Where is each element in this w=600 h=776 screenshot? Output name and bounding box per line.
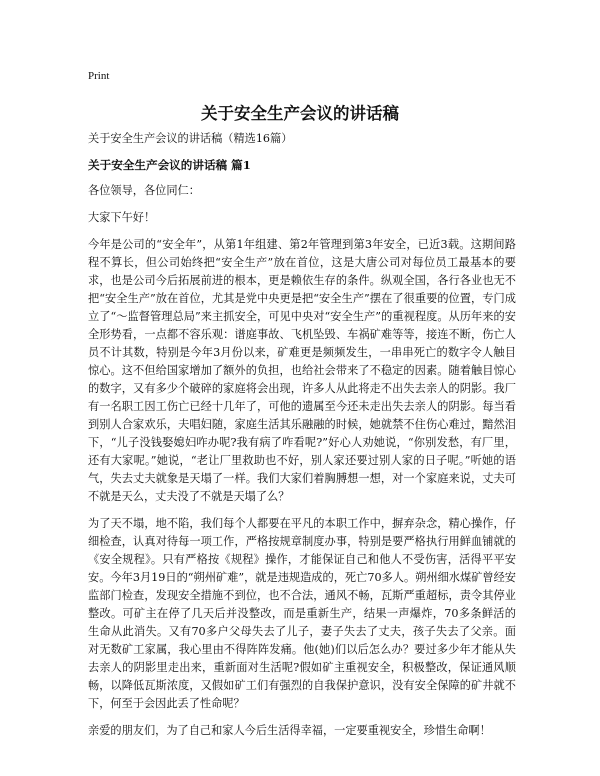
section-heading: 关于安全生产会议的讲话稿 篇1 — [88, 158, 251, 172]
article-subtitle: 关于安全生产会议的讲话稿（精选16篇） — [88, 132, 293, 145]
article-body — [88, 130, 516, 740]
body-paragraph: 今年是公司的“安全年”，从第1年组建、第2年管理到第3年安全，已近3载。这期间路程不算长，但公司始终把“安全生产”放在首位，这是大唐公司对每位员工最基本的要求，也是公司今后拓展前进的根本，更是赖依生存的条件。纵观全国，各行各业也无不把“安全生产”放在首位，尤其是党中央更是把“安全生产”摆在了很重要的位置，专门成立了“～监督管理总局”来主抓安全，可见中央对“安全生产”的重视程度。从历年来的安全形势看，一点都不容乐观：谱庭事故、飞机坠毁、车祸矿难等等，接连不断，伤亡人员不计其数，特别是今年3月份以来，矿难更是频频发生，一串串死亡的数字令人触目惊心。这不但给国家增加了额外的负担，也给社会带来了不稳定的因素。随着触目惊心的数字，又有多少个破碎的家庭将会出现，许多人从此将走不出失去亲人的阴影。我厂有一名职工因工伤亡已经十几年了，可他的遗属至今还未走出失去亲人的阴影。每当看到别人合家欢乐，夫唱妇随，家庭生活其乐融融的时候，她就禁不住伤心难过，黯然泪下，“儿子没钱娶媳妇咋办呢?我有病了咋看呢?”好心人劝她说，“你别发愁，有厂里，还有大家呢。”她说，“老让厂里救助也不好，别人家还要过别人家的日子呢。”听她的语气，失去丈夫就象是天塌了一样。我们大家们着胸膊想一想，对一个家庭来说，丈夫可不就是天么，丈夫没了不就是天塌了么？ — [88, 238, 516, 503]
closing-paragraph: 亲爱的朋友们，为了自己和家人今后生活得幸福，一定要重视安全，珍惜生命啊！ — [88, 724, 491, 737]
body-paragraph: 为了天不塌，地不陷，我们每个人都要在平凡的本职工作中，摒弃杂念，精心操作，仔细检查，认真对待每一项工作，严格按规章制度办事，特别是要严格执行用鲜血铺就的《安全规程》。只有严格按《规程》操作，才能保证自己和他人不受伤害，活得平平安安。今年3月19日的“朔州矿难”，就是违规造成的，死亡70多人。朔州细水煤矿曾经安监部门检查，发现安全措施不到位，也不合法，通风不畅，瓦斯严重超标，责令其停业整改。可矿主在停了几天后并没整改，而是重新生产，结果一声爆炸，70多条鲜活的生命从此消失。又有70多户父母失去了儿子，妻子失去了丈夫，孩子失去了父亲。面对无数矿工家属，我心里由不得阵阵发痛。他(她)们以后怎么办？要过多少年才能从失去亲人的阴影里走出来，重新面对生活呢?假如矿主重视安全，积极整改，保证通风顺畅，以降低瓦斯浓度，又假如矿工们有强烈的自我保护意识，没有安全保障的矿井就不下，何至于会因此丢了性命呢？ — [88, 517, 516, 710]
print-link[interactable]: Print — [88, 70, 110, 82]
greeting: 大家下午好！ — [88, 211, 156, 224]
page-title: 关于安全生产会议的讲话稿 — [201, 104, 399, 123]
salutation: 各位领导，各位同仁： — [88, 184, 200, 197]
